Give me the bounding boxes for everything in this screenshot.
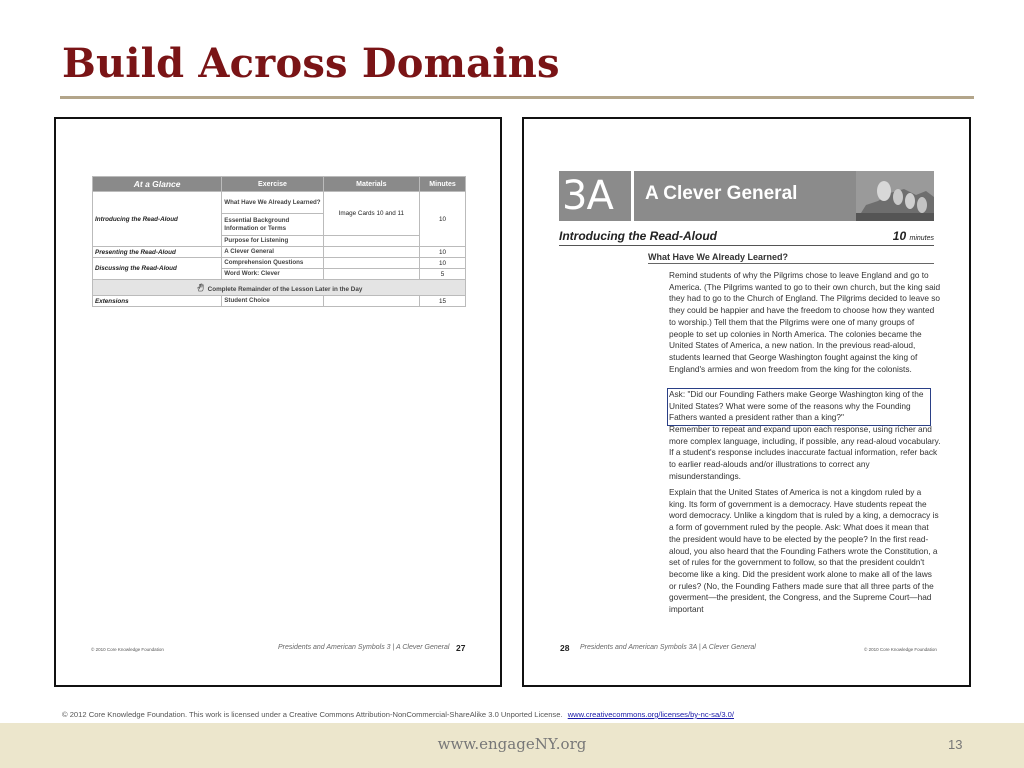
- section-name: Discussing the Read-Aloud: [93, 258, 222, 280]
- at-a-glance-table: [92, 176, 466, 307]
- exercise-cell: What Have We Already Learned?: [222, 192, 323, 214]
- left-page-book-title: Presidents and American Symbols 3 | A Clever General: [278, 644, 450, 651]
- license-text: © 2012 Core Knowledge Foundation. This work is licensed under a Creative Commons Attribution-NonCommercial-ShareAlike 3.0 Unported License.: [62, 710, 563, 719]
- minutes-unit: minutes: [909, 235, 934, 242]
- exercise-cell: Comprehension Questions: [222, 258, 323, 269]
- right-page-book-title: Presidents and American Symbols 3A | A Clever General: [580, 644, 756, 651]
- ask-highlight-box: [667, 388, 931, 426]
- right-page-image: [522, 117, 971, 687]
- left-page-number: 27: [456, 643, 466, 653]
- paragraph-2: Remember to repeat and expand upon each response, using richer and more complex language, including, if possible, any read-aloud vocabulary. If a student's response includes inaccurate factual information, refer back to earlier read-alouds and/or illustrations to correct any misunderstandings.: [669, 424, 941, 481]
- hand-icon: [196, 283, 205, 292]
- table-header: Materials: [323, 177, 419, 192]
- exercise-cell: Purpose for Listening: [222, 236, 323, 247]
- band-cell: [93, 280, 466, 296]
- section-name: Introducing the Read-Aloud: [93, 192, 222, 247]
- exercise-cell: Essential Background Information or Terms: [222, 214, 323, 236]
- table-row: [93, 192, 466, 214]
- banner-divider: [631, 171, 634, 221]
- license-line: [62, 710, 734, 719]
- intro-row: [559, 229, 934, 246]
- materials-cell: [323, 296, 419, 307]
- footer-site: www.engageNY.org: [437, 735, 587, 753]
- band-text: Complete Remainder of the Lesson Later in the Day: [207, 285, 363, 293]
- sub-heading: What Have We Already Learned?: [648, 252, 934, 264]
- materials-cell: [323, 247, 419, 258]
- slide-number: 13: [948, 737, 963, 752]
- exercise-cell: Word Work: Clever: [222, 269, 323, 280]
- materials-cell: [323, 236, 419, 247]
- materials-cell: [323, 269, 419, 280]
- table-row: [93, 258, 466, 269]
- lesson-number: 3A: [562, 173, 613, 219]
- table-row: [93, 247, 466, 258]
- right-page-copyright: © 2010 Core Knowledge Foundation: [864, 647, 937, 652]
- paragraph-3: Explain that the United States of America is not a kingdom ruled by a king. Its form of government is a democracy. Have students repeat the word democracy. Unlike a kingdom that is ruled by a king, a democracy is a form of government ruled by the people. Ask: What does it mean that the president would have to be elected by the people? In the first read-aloud, you also heard that the Founding Fathers wrote the Constitution, a set of rules for the government to follow, so that the president couldn't become like a king. Did the president work alone to make all of the laws or rules? (No, the Founding Fathers made sure that all three parts of the goverment—the president, the Congress, and the Supreme Court—had important: [669, 487, 939, 615]
- title-rule: [60, 96, 974, 99]
- right-page-number: 28: [560, 643, 570, 653]
- section-name: Presenting the Read-Aloud: [93, 247, 222, 258]
- left-page-copyright: © 2010 Core Knowledge Foundation: [91, 647, 164, 652]
- slide-title: Build Across Domains: [62, 40, 560, 87]
- materials-cell: [323, 258, 419, 269]
- table-header: At a Glance: [93, 177, 222, 192]
- minutes-value: 10: [892, 229, 907, 243]
- ask-text: Ask: "Did our Founding Fathers make George Washington king of the United States? What were some of the reasons why the Founding Fathers wanted a president rather than a king?": [669, 389, 924, 423]
- table-band-row: [93, 280, 466, 296]
- table-header: Exercise: [222, 177, 323, 192]
- mount-rushmore-icon: [856, 171, 934, 221]
- table-row: [93, 296, 466, 307]
- lesson-banner: [559, 171, 934, 221]
- license-link[interactable]: www.creativecommons.org/licenses/by-nc-sa/3.0/: [567, 710, 734, 719]
- materials-cell: Image Cards 10 and 11: [323, 192, 419, 236]
- minutes-cell: 10: [420, 247, 466, 258]
- left-page-image: [54, 117, 502, 687]
- intro-minutes: [893, 229, 934, 243]
- lesson-title: A Clever General: [645, 183, 798, 204]
- exercise-cell: A Clever General: [222, 247, 323, 258]
- paragraph-1: Remind students of why the Pilgrims chose to leave England and go to America. (The Pilgrims wanted to go to their own church, but the king said they had to go to the Church of England. The Pilgrims decided to leave so they could be happier and have the freedom to choose how they wanted to worship.) Tell them that the Pilgrims were one of many groups of people to set up colonies in North America. The colonies became the United States of America, a new nation. In the previous read-aloud, students learned that George Washington fought against the king of England's armies and won freedom from the king for the colonists.: [669, 270, 941, 374]
- footer-bar: [0, 723, 1024, 768]
- minutes-cell: 10: [420, 258, 466, 269]
- intro-heading: Introducing the Read-Aloud: [559, 229, 717, 243]
- minutes-cell: 10: [420, 192, 466, 247]
- minutes-cell: 5: [420, 269, 466, 280]
- section-name: Extensions: [93, 296, 222, 307]
- table-header: Minutes: [420, 177, 466, 192]
- minutes-cell: 15: [420, 296, 466, 307]
- exercise-cell: Student Choice: [222, 296, 323, 307]
